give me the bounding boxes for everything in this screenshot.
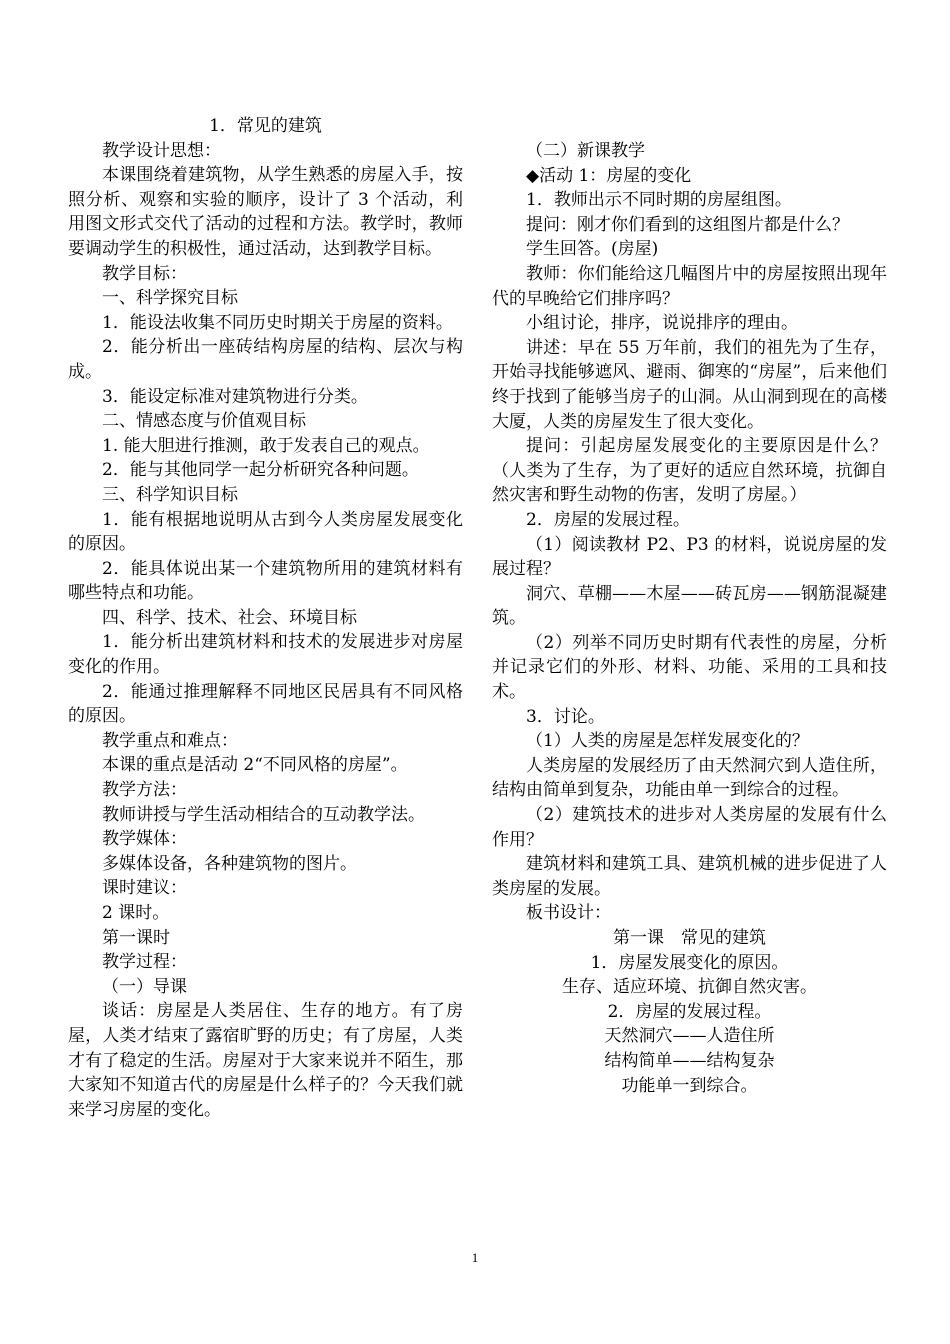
paragraph: 讲述：早在 55 万年前，我们的祖先为了生存，开始寻找能够遮风、避雨、御寒的“房屋”，后来他们终于找到了能够当房子的山洞。从山洞到现在的高楼大厦，人类的房屋发生了很大变化。 [492,337,887,432]
paragraph: ◆活动 1：房屋的变化 [526,165,692,186]
paragraph: 三、科学知识目标 [102,484,238,505]
paragraph: 教学过程： [102,952,187,973]
paragraph: （一）导课 [102,976,187,997]
paragraph: （1）人类的房屋是怎样发展变化的？ [526,731,809,752]
paragraph: 提问：刚才你们看到的这组图片都是什么？ [526,214,849,235]
paragraph: 教学媒体： [102,829,187,850]
paragraph: 1．教师出示不同时期的房屋组图。 [526,190,792,211]
paragraph: 教学方法： [102,780,187,801]
paragraph: （二）新课教学 [526,141,645,161]
paragraph: 1．能分析出建筑材料和技术的发展进步对房屋变化的作用。 [68,632,463,678]
paragraph: 人类房屋的发展经历了由天然洞穴到人造住所，结构由简单到复杂，功能由单一到综合的过程。 [492,755,887,801]
paragraph: 本课围绕着建筑物，从学生熟悉的房屋入手，按照分析、观察和实验的顺序，设计了 3 个活动，利用图文形式交代了活动的过程和方法。教学时，教师要调动学生的积极性，通过活动，达到教学目标。 [68,165,463,259]
paragraph: 结构简单——结构复杂 [604,1050,775,1071]
paragraph: 课时建议： [102,878,187,899]
paragraph: 2．能通过推理解释不同地区民居具有不同风格的原因。 [68,681,463,727]
paragraph: 天然洞穴——人造住所 [604,1026,775,1047]
paragraph: 2 课时。 [102,903,170,923]
paragraph: 1．能有根据地说明从古到今人类房屋发展变化的原因。 [68,509,463,555]
paragraph: 2．房屋的发展过程。 [607,1001,772,1022]
paragraph: 1．房屋发展变化的原因。 [590,952,789,973]
paragraph: 教学目标： [102,263,187,284]
paragraph: 二、情感态度与价值观目标 [102,411,306,432]
paragraph: 1．能设法收集不同历史时期关于房屋的资料。 [102,312,453,333]
paragraph: 学生回答。(房屋) [526,239,659,260]
paragraph: 1. 能大胆进行推测，敢于发表自己的观点。 [102,435,430,456]
paragraph: 第一课时 [102,927,170,948]
paragraph: 教学设计思想： [102,140,221,161]
paragraph: 小组讨论，排序，说说排序的理由。 [526,313,798,334]
paragraph: 一、科学探究目标 [102,288,238,309]
paragraph: 多媒体设备，各种建筑物的图片。 [102,853,357,874]
right-paragraphs [492,139,887,1098]
page-number: 1 [471,1250,479,1265]
paragraph: 洞穴、草棚——木屋——砖瓦房——钢筋混凝建筑。 [492,583,887,629]
left-paragraphs [68,139,463,1123]
paragraph: 建筑材料和建筑工具、建筑机械的进步促进了人类房屋的发展。 [492,854,887,899]
paragraph: 2．房屋的发展过程。 [526,509,690,530]
paragraph: 2．能分析出一座砖结构房屋的结构、层次与构成。 [68,337,463,382]
paragraph: 生存、适应环境、抗御自然灾害。 [562,977,817,998]
paragraph: 提问：引起房屋发展变化的主要原因是什么？（人类为了生存，为了更好的适应自然环境，抗御自然灾害和野生动物的伤害，发明了房屋。） [492,436,887,506]
paragraph: （2）列举不同历史时期有代表性的房屋，分析并记录它们的外形、材料、功能、采用的工具和技术。 [492,632,887,703]
right-column [492,139,887,1098]
paragraph: 教学重点和难点： [102,730,238,751]
paragraph: 本课的重点是活动 2“不同风格的房屋”。 [102,755,408,776]
paragraph: 板书设计： [526,903,611,924]
paragraph: 四、科学、技术、社会、环境目标 [102,607,357,628]
paragraph: （2）建筑技术的进步对人类房屋的发展有什么作用？ [492,805,887,850]
paragraph: 第一课 常见的建筑 [613,928,766,948]
paragraph: 3．能设定标准对建筑物进行分类。 [102,386,368,407]
paragraph: 2．能具体说出某一个建筑物所用的建筑材料有哪些特点和功能。 [68,558,463,604]
paragraph: 教师讲授与学生活动相结合的互动教学法。 [102,804,425,825]
paragraph: 功能单一到综合。 [621,1075,758,1096]
paragraph: 3．讨论。 [526,706,605,727]
paragraph: 谈话：房屋是人类居住、生存的地方。有了房屋，人类才结束了露宿旷野的历史；有了房屋，人类才有了稳定的生活。房屋对于大家来说并不陌生，那大家知不知道古代的房屋是什么样子的？今天我们就来学习房屋的变化。 [68,1001,463,1120]
document-title: 1．常见的建筑 [209,116,322,136]
paragraph: （1）阅读教材 P2、P3 的材料，说说房屋的发展过程？ [492,534,887,580]
left-column [68,114,463,1122]
paragraph: 教师：你们能给这几幅图片中的房屋按照出现年代的早晚给它们排序吗？ [492,263,887,309]
paragraph: 2．能与其他同学一起分析研究各种问题。 [102,460,419,481]
